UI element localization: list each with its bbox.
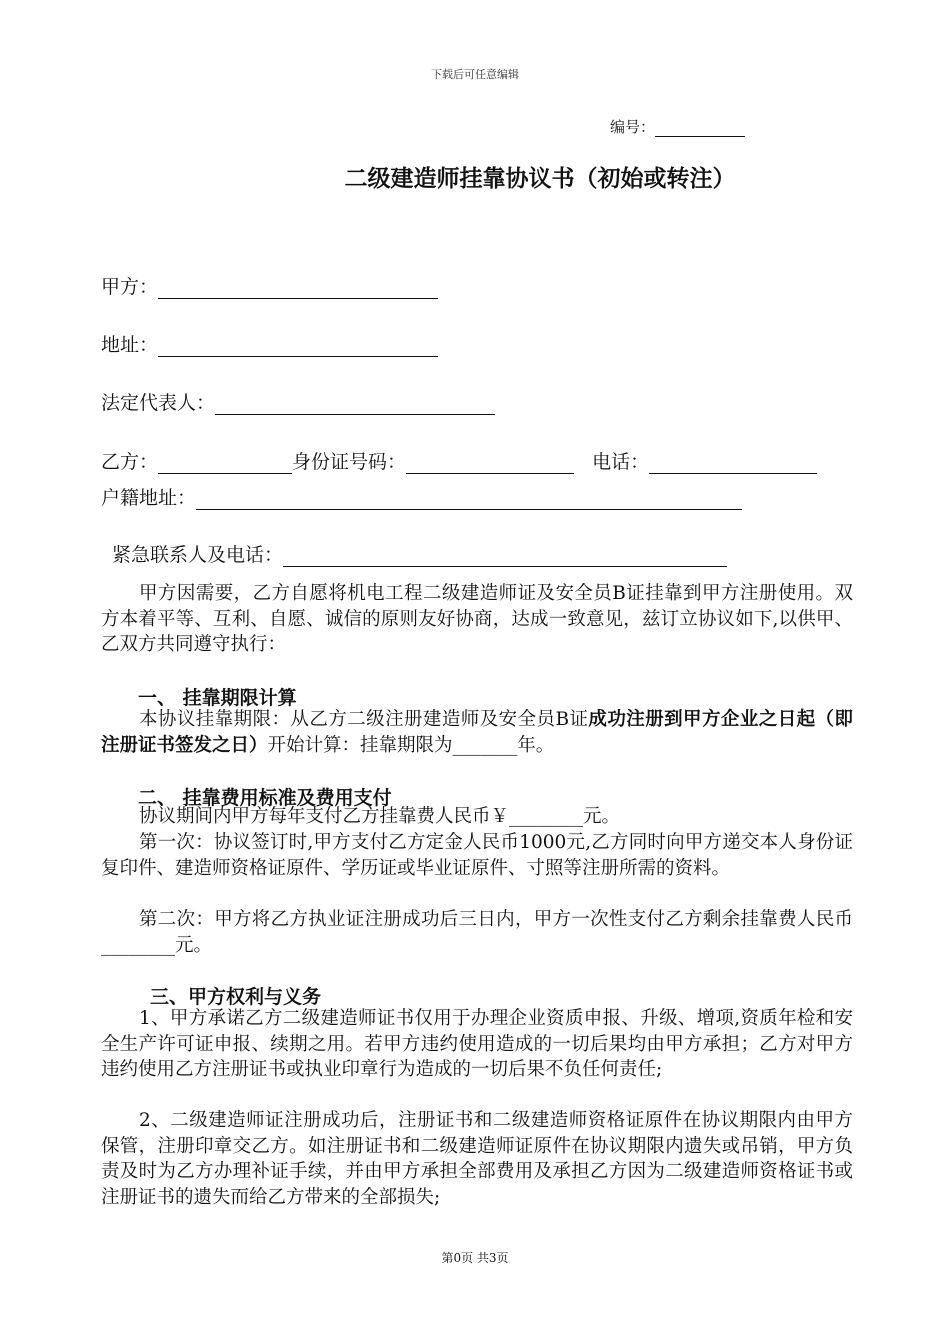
id-number-blank [406, 455, 574, 474]
section2-paragraph-3: 第二次：甲方将乙方执业证注册成功后三日内，甲方一次性支付乙方剩余挂靠费人民币________元。 [101, 909, 853, 956]
party-b-blank [158, 455, 292, 474]
address-blank [158, 338, 438, 357]
emergency-contact-field [112, 540, 727, 567]
intro-paragraph: 甲方因需要，乙方自愿将机电工程二级建造师证及安全员B证挂靠到甲方注册使用。双方本着平等、互利、自愿、诚信的原则友好协商，达成一致意见，兹订立协议如下,以供甲、乙双方共同遵守执行： [101, 583, 853, 655]
household-address-field [101, 483, 742, 510]
section3-heading: 三、甲方权利与义务 [150, 986, 322, 1008]
section1-text-a: 本协议挂靠期限：从乙方二级注册建造师及安全员B证 [139, 709, 589, 730]
phone-blank [649, 455, 817, 474]
section3-paragraph-2: 2、二级建造师证注册成功后，注册证书和二级建造师资格证原件在协议期限内由甲方保管，注册印章交乙方。如注册证书和二级建造师证原件在协议期限内遗失或吊销，甲方负责及时为乙方办理补证手续，并由甲方承担全部费用及承担乙方因为二级建造师资格证书或注册证书的遗失而给乙方带来的全部损失; [101, 1110, 853, 1208]
document-title: 二级建造师挂靠协议书（初始或转注） [344, 166, 736, 192]
section1-paragraph [101, 707, 853, 758]
party-b-label: 乙方： [101, 451, 159, 473]
section2-paragraph-2: 第一次：协议签订时,甲方支付乙方定金人民币1000元,乙方同时向甲方递交本人身份证复印件、建造师资格证原件、学历证或毕业证原件、寸照等注册所需的资料。 [101, 832, 853, 879]
address-field [101, 330, 438, 357]
party-b-row [101, 447, 817, 474]
header-note: 下载后可任意编辑 [431, 68, 519, 81]
serial-number [610, 116, 745, 137]
section1-text-bold: 成功注册到甲方企业之日起（即注册证书签发之日） [101, 709, 853, 756]
household-address-blank [196, 491, 742, 510]
section2-heading: 二、 挂靠费用标准及费用支付 [138, 787, 392, 809]
section1-heading: 一、 挂靠期限计算 [138, 687, 297, 709]
address-label: 地址： [101, 334, 159, 356]
section3-paragraph-1: 1、甲方承诺乙方二级建造师证书仅用于办理企业资质申报、升级、增项,资质年检和安全生产许可证申报、续期之用。若甲方违约使用造成的一切后果均由甲方承担；乙方对甲方违约使用乙方注册证书或执业印章行为造成的一切后果不负任何责任; [101, 1008, 853, 1080]
serial-blank [655, 120, 745, 137]
legal-rep-field [101, 388, 495, 415]
party-a-label: 甲方： [101, 276, 159, 298]
party-a-field [101, 272, 438, 299]
serial-label: 编号： [610, 118, 656, 136]
page-footer: 第0页 共3页 [441, 1251, 509, 1265]
phone-label: 电话： [592, 451, 650, 473]
legal-rep-label: 法定代表人： [101, 392, 216, 414]
party-a-blank [158, 280, 438, 299]
id-number-label: 身份证号码： [292, 451, 407, 473]
household-address-label: 户籍地址： [101, 487, 197, 509]
legal-rep-blank [215, 396, 495, 415]
emergency-contact-blank [283, 548, 727, 567]
section2-paragraph-1: 协议期间内甲方每年支付乙方挂靠费人民币￥________元。 [139, 806, 621, 827]
emergency-contact-label: 紧急联系人及电话： [112, 544, 284, 566]
section1-text-b: 开始计算：挂靠期限为_______年。 [267, 734, 555, 756]
